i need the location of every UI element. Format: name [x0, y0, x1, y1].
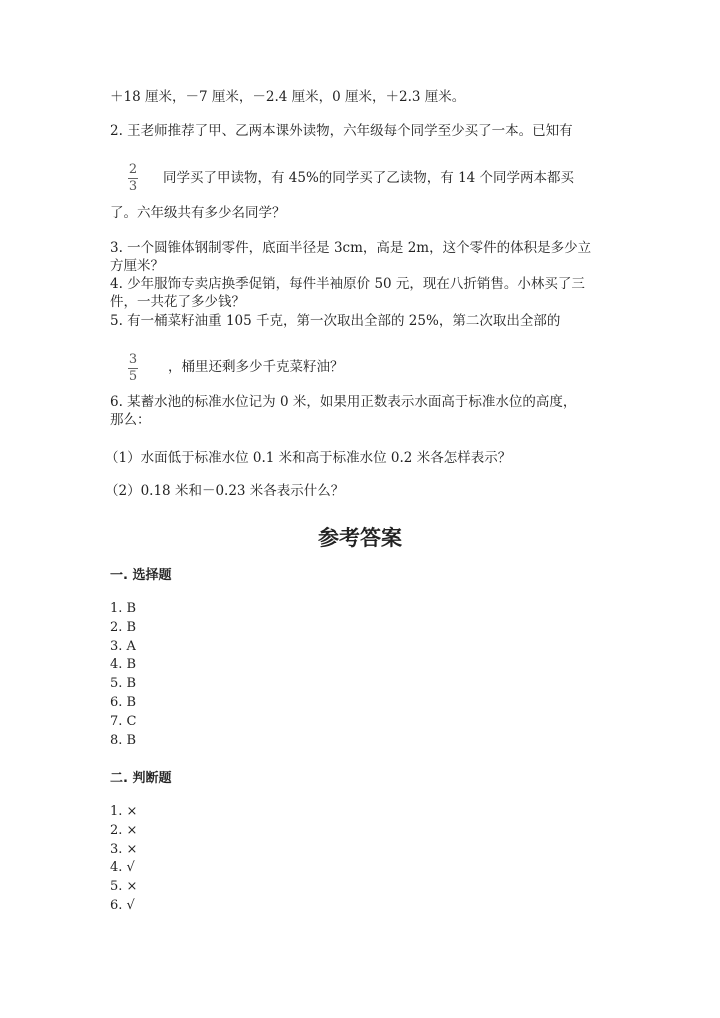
answer-item: 3. ×: [110, 841, 138, 857]
fraction-numerator: 2: [128, 162, 138, 177]
q2-fraction: [128, 163, 138, 194]
fraction-numerator: 3: [128, 352, 138, 367]
q4-line1: 4. 少年服饰专卖店换季促销，每件半袖原价 50 元，现在八折销售。小林买了三: [110, 276, 585, 292]
fraction-denominator: 3: [128, 179, 138, 194]
q2-line2: 同学买了甲读物，有 45%的同学买了乙读物，有 14 个同学两本都买: [163, 170, 575, 186]
q4-line2: 件，一共花了多少钱？: [110, 294, 245, 310]
section-heading-judgment: 二. 判断题: [110, 771, 172, 786]
answer-item: 2. B: [110, 619, 137, 635]
answer-item: 3. A: [110, 638, 136, 654]
q5-fraction: [128, 353, 138, 384]
q6-sub2: （2）0.18 米和－0.23 米各表示什么？: [105, 483, 345, 499]
q1-tail: ＋18 厘米，－7 厘米，－2.4 厘米，0 厘米，＋2.3 厘米。: [110, 89, 466, 105]
answer-item: 4. B: [110, 657, 137, 673]
fraction-denominator: 5: [128, 369, 138, 384]
answer-item: 4. √: [110, 860, 135, 876]
choice-answers: [110, 600, 136, 750]
q6-line2: 那么：: [110, 412, 151, 428]
q2-line1: 2. 王老师推荐了甲、乙两本课外读物，六年级每个同学至少买了一本。已知有: [110, 123, 573, 139]
q6-line1: 6. 某蓄水池的标准水位记为 0 米，如果用正数表示水面高于标准水位的高度，: [110, 394, 577, 410]
q6-sub1: （1）水面低于标准水位 0.1 米和高于标准水位 0.2 米各怎样表示？: [105, 450, 512, 466]
answer-item: 5. ×: [110, 879, 138, 895]
answer-item: 2. ×: [110, 822, 138, 838]
q3-line1: 3. 一个圆锥体钢制零件，底面半径是 3cm，高是 2m，这个零件的体积是多少立: [110, 240, 592, 256]
q3-line2: 方厘米？: [110, 258, 164, 274]
answer-item: 8. B: [110, 732, 137, 748]
q5-line1: 5. 有一桶菜籽油重 105 千克，第一次取出全部的 25%，第二次取出全部的: [110, 313, 561, 329]
judgment-answers: [110, 803, 137, 916]
answer-item: 1. ×: [110, 804, 138, 819]
answer-item: 6. B: [110, 694, 137, 710]
q5-line2: ，桶里还剩多少千克菜籽油？: [168, 359, 344, 375]
answer-item: 1. B: [110, 601, 137, 616]
q2-line3: 了。六年级共有多少名同学？: [110, 205, 286, 221]
section-heading-choice: 一. 选择题: [110, 568, 172, 583]
answer-item: 6. √: [110, 897, 135, 913]
answer-item: 7. C: [110, 713, 137, 729]
answer-item: 5. B: [110, 676, 137, 692]
answers-title: 参考答案: [318, 526, 402, 550]
